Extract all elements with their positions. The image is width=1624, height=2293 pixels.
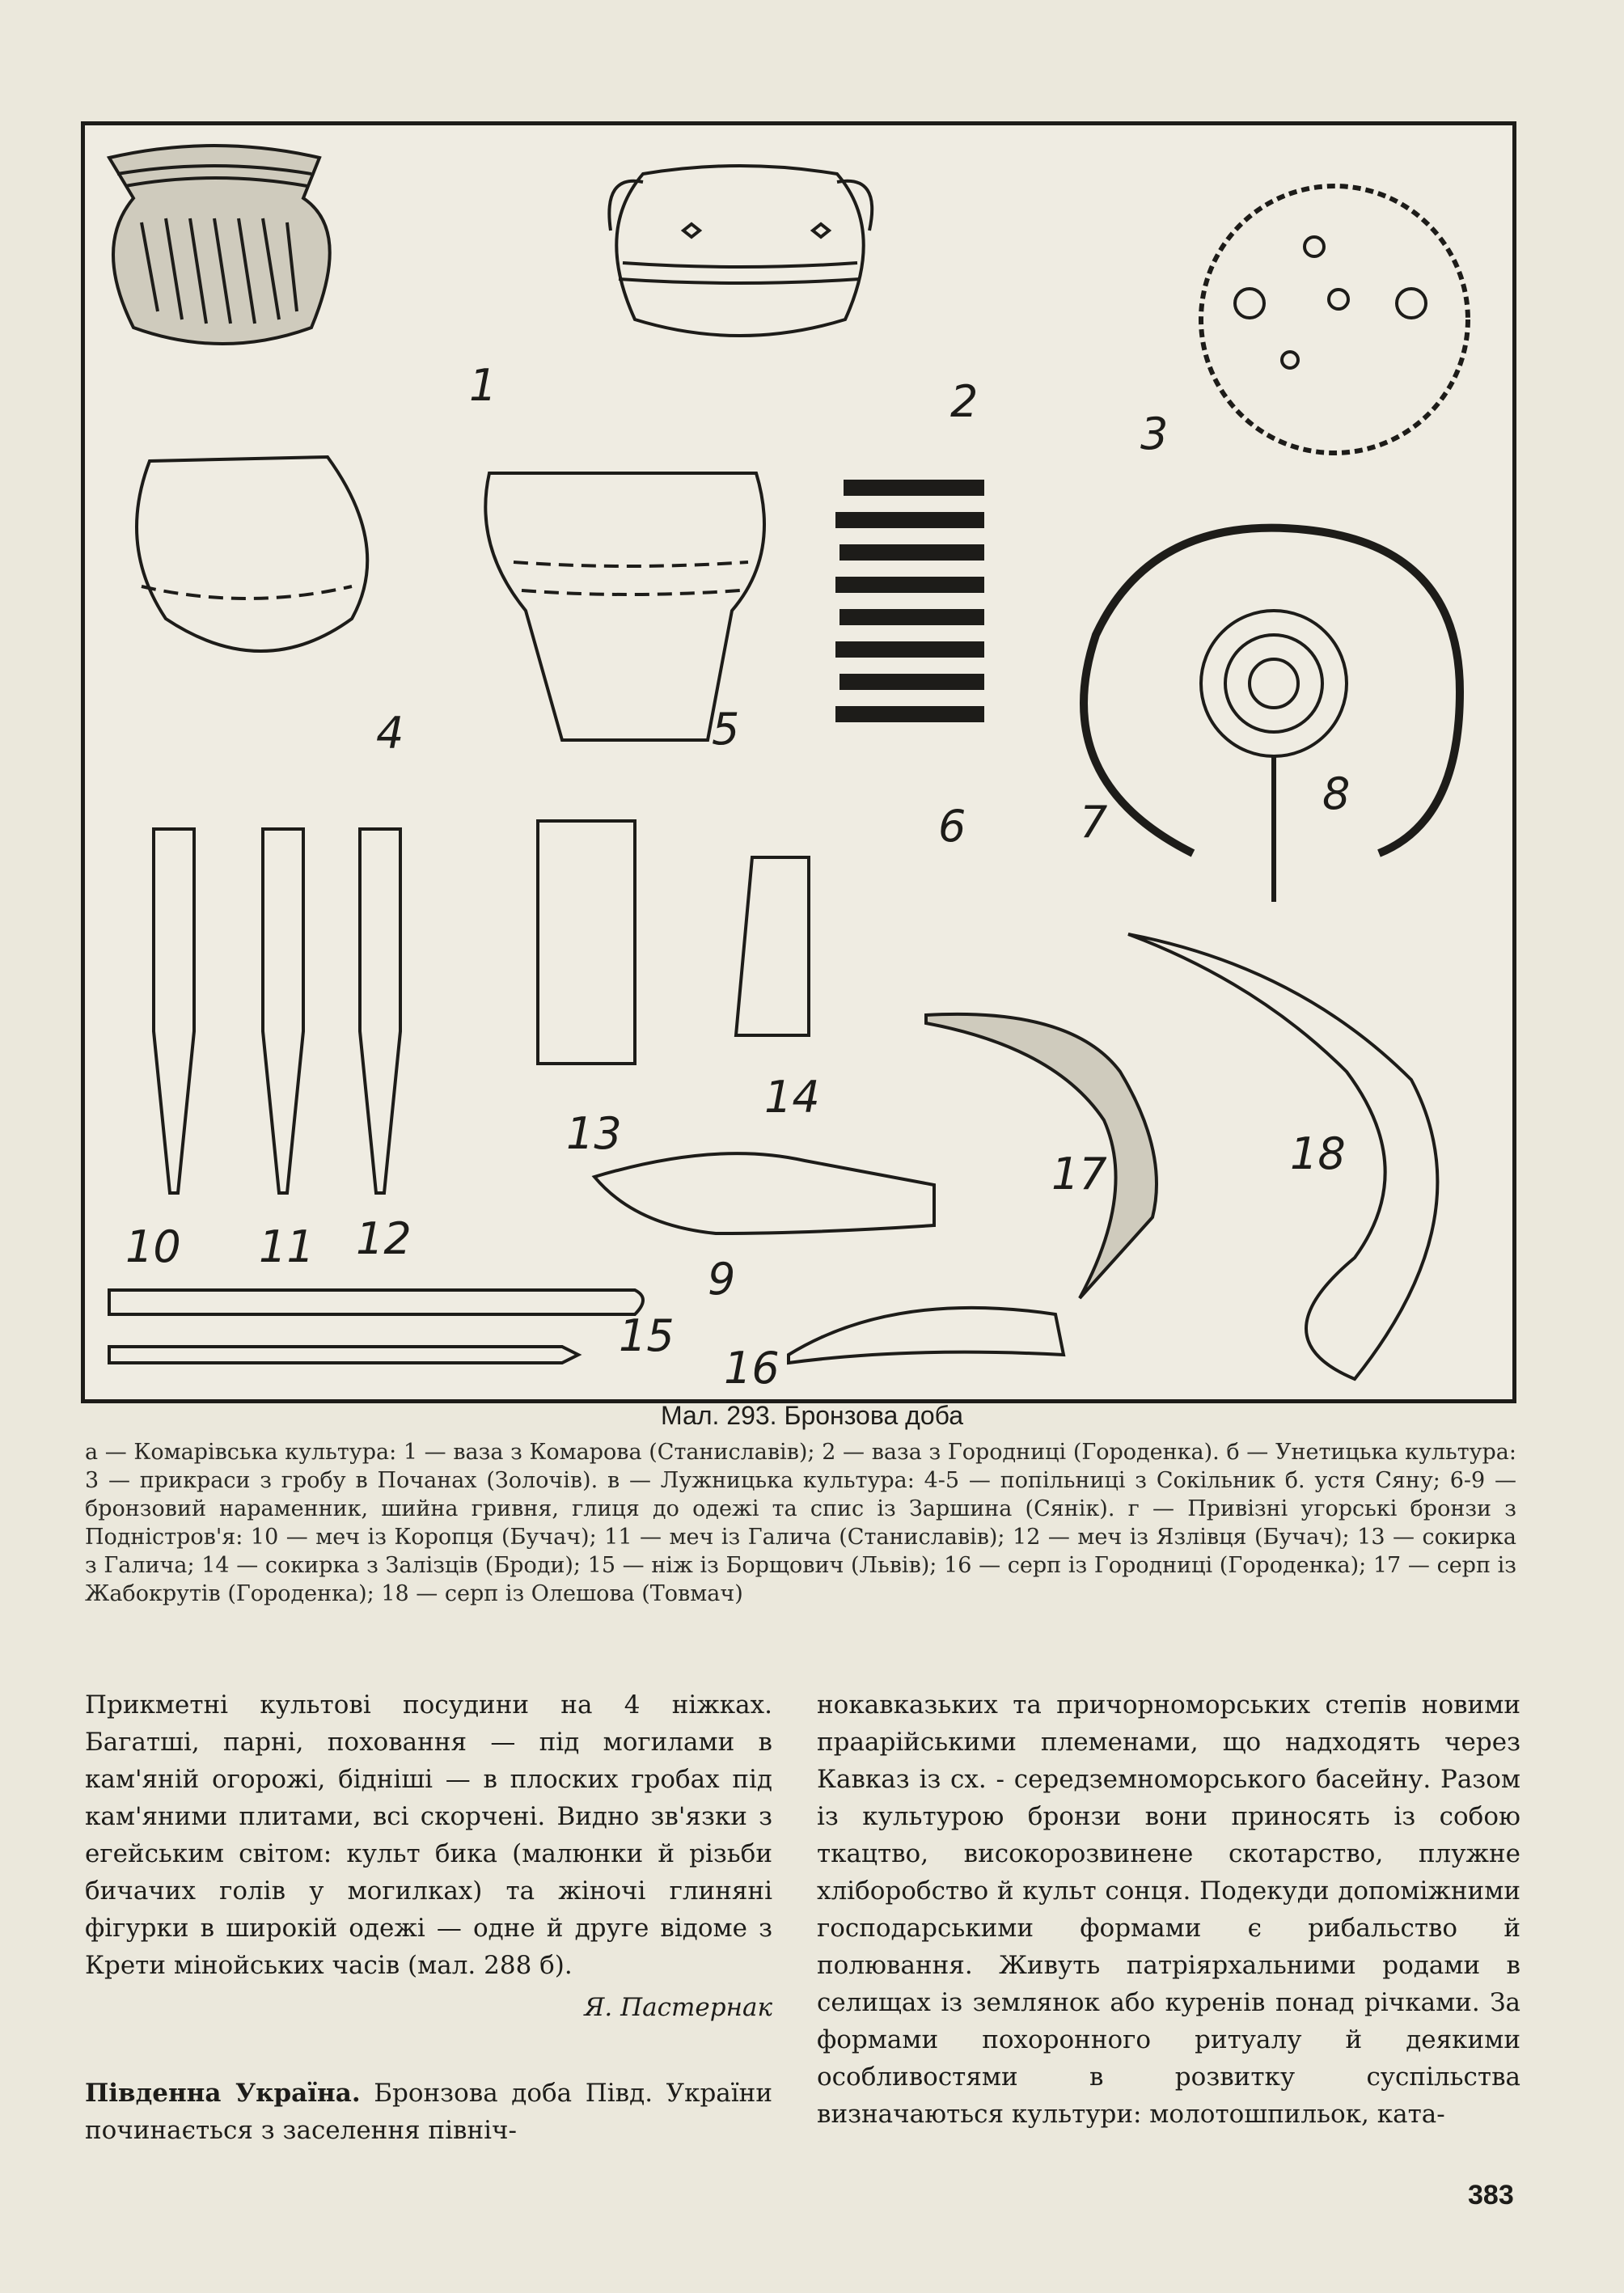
figure-number: 7 — [1080, 797, 1108, 848]
section-text: Бронзова доба Півд. України починається з заселення північ- — [85, 2079, 773, 2145]
author-signature: Я. Пастернак — [584, 1993, 772, 2022]
figure-number: 18 — [1290, 1128, 1346, 1179]
axes-drawing — [538, 821, 809, 1064]
figure-number: 6 — [938, 801, 966, 852]
bronze-age-artifacts-drawing — [85, 125, 1512, 1399]
figure-number: 14 — [764, 1072, 820, 1123]
ornaments-pochany-drawing — [1201, 186, 1468, 453]
section-paragraph — [85, 2075, 772, 2149]
right-column — [817, 1686, 1520, 2133]
figure-number: 13 — [566, 1108, 622, 1159]
knife-and-sickle-drawing — [109, 1290, 1064, 1363]
figure-number: 2 — [950, 376, 979, 427]
figure-number: 11 — [259, 1221, 315, 1272]
figure-number: 1 — [469, 360, 497, 411]
neck-ring-and-pin-drawing — [1084, 528, 1460, 902]
vase-horodnytsia-drawing — [609, 166, 872, 336]
body-paragraph: Прикметні культові посудини на 4 ніжках. Багатші, парні, поховання — під могилами в кам'яній огорожі, бідніші — в плоских гробах під кам'яними плитами, всі скорчені. Видно зв'язки з егейським світом: культ бика (малюнки й різьби бичачих голів у могилках) та жіночі глиняні фігурки в широкій одежі — одне й друге відоме з Крети мінойських часів (мал. 288 б). — [85, 1690, 772, 1980]
figure-number: 8 — [1322, 768, 1351, 819]
vase-komariv-drawing — [109, 146, 330, 344]
figure-number: 9 — [708, 1254, 736, 1305]
bronze-armlet-drawing — [837, 481, 983, 721]
figure-number: 12 — [356, 1213, 412, 1264]
figure-number: 16 — [724, 1343, 780, 1394]
figure-number: 15 — [619, 1310, 675, 1361]
section-heading: Південна Україна. — [85, 2079, 361, 2108]
figure-plate — [81, 121, 1516, 1403]
spear-drawing — [594, 1153, 934, 1233]
figure-number: 4 — [376, 708, 404, 759]
figure-number: 5 — [712, 704, 740, 755]
body-paragraph: нокавказьких та причорноморських степів новими праарійськими племенами, що надходять через Кавказ із сх. - середземноморського басейну. Разом із культурою бронзи вони приносять із собою ткацтво, високорозвинене скотарство, плужне хліборобство й культ сонця. Подекуди допоміжними господарськими формами є рибальство й полювання. Живуть патріярхальними родами в селищах із землянок або куренів понад річками. За формами похоронного ритуалу й деякими особливостями в розвитку суспільства визначаються культури: молотошпильок, ката- — [817, 1690, 1520, 2129]
urn-sokilnyky-4-drawing — [137, 457, 367, 651]
figure-number: 3 — [1140, 408, 1169, 459]
urn-sokilnyky-5-drawing — [485, 473, 764, 740]
figure-caption: Мал. 293. Бронзова доба — [661, 1401, 963, 1430]
figure-legend: а — Комарівська культура: 1 — ваза з Комарова (Станиславів); 2 — ваза з Городниці (Городенка). б — Унетицька культура: 3 — прикраси з гробу в Почанах (Золочів). в — Лужницька культура: 4-5 — попільниці з Сокільник б. устя Сяну; 6-9 — бронзовий нараменник, шийна гривня, глиця до одежі та спис із Заршина (Сянік). г — Привізні угорські бронзи з Подністров'я: 10 — меч із Коропця (Бучач); 11 — меч із Галича (Станиславів); 12 — меч із Язлівця (Бучач); 13 — сокирка з Галича; 14 — сокирка з Залізців (Броди); 15 — ніж із Борщович (Львів); 16 — серп із Городниці (Городенка); 17 — серп із Жабокрутів (Городенка); 18 — серп із Олешова (Товмач) — [85, 1440, 1516, 1606]
sickles-drawing — [926, 934, 1437, 1379]
swords-drawing — [154, 829, 400, 1193]
left-column — [85, 1686, 772, 2149]
figure-number: 17 — [1051, 1149, 1107, 1199]
page-number: 383 — [1468, 2180, 1514, 2211]
figure-number: 10 — [125, 1221, 181, 1272]
